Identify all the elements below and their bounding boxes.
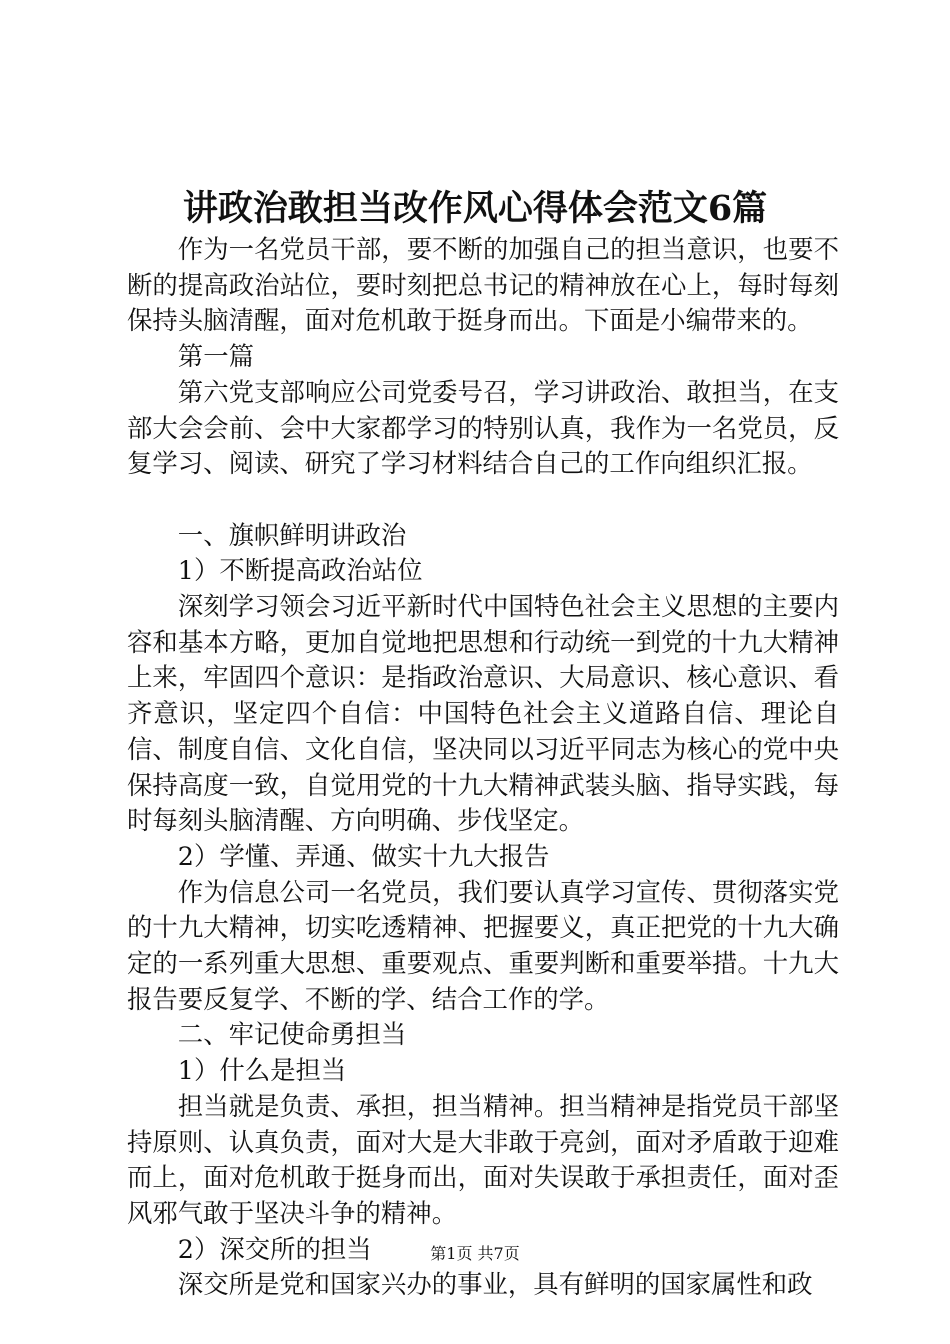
subheading-szse-responsibility: 2）深交所的担当 xyxy=(177,1233,372,1264)
section-heading-part-one: 第一篇 xyxy=(177,341,254,372)
paragraph-intro: 作为一名党员干部，要不断的加强自己的担当意识，也要不断的提高政治站位，要时刻把总书记的精神放在心上，每时每刻保持头脑清醒，面对危机敢于挺身而出。下面是小编带来的。 xyxy=(127,234,839,336)
paragraph-branch-report: 第六党支部响应公司党委号召，学习讲政治、敢担当，在支部大会会前、会中大家都学习的特别认真，我作为一名党员，反复学习、阅读、研究了学习材料结合自己的工作向组织汇报。 xyxy=(127,376,839,479)
paragraph-responsibility: 担当就是负责、承担，担当精神。担当精神是指党员干部坚持原则、认真负责，面对大是大非敢于亮剑，面对矛盾敢于迎难而上，面对危机敢于挺身而出，面对失误敢于承担责任，面对歪风邪气敢于坚决斗争的精神。 xyxy=(127,1090,839,1228)
page-number: 第1页 共7页 xyxy=(430,1244,520,1263)
paragraph-nineteenth-report: 作为信息公司一名党员，我们要认真学习宣传、贯彻落实党的十九大精神，切实吃透精神、把握要义，真正把党的十九大确定的一系列重大思想、重要观点、重要判断和重要举措。十九大报告要反复学、不断的学、结合工作的学。 xyxy=(127,876,839,1014)
subheading-nineteenth-report: 2）学懂、弄通、做实十九大报告 xyxy=(177,840,550,871)
document-title: 讲政治敢担当改作风心得体会范文6篇 xyxy=(182,188,768,229)
subheading-what-is-responsibility: 1）什么是担当 xyxy=(177,1055,347,1086)
blank-line xyxy=(127,482,839,518)
paragraph-political-standing: 深刻学习领会习近平新时代中国特色社会主义思想的主要内容和基本方略，更加自觉地把思想和行动统一到党的十九大精神上来，牢固四个意识：是指政治意识、大局意识、核心意识、看齐意识，坚定四个自信：中国特色社会主义道路自信、理论自信、制度自信、文化自信，坚决同以习近平同志为核心的党中央保持高度一致，自觉用党的十九大精神武装头脑、指导实践，每时每刻头脑清醒、方向明确、步伐坚定。 xyxy=(127,591,839,836)
heading-politics: 一、旗帜鲜明讲政治 xyxy=(177,519,407,550)
heading-mission: 二、牢记使命勇担当 xyxy=(177,1019,407,1050)
paragraph-szse: 深交所是党和国家兴办的事业，具有鲜明的国家属性和政 xyxy=(177,1269,813,1300)
subheading-political-standing: 1）不断提高政治站位 xyxy=(177,555,423,586)
document-body xyxy=(127,232,839,1303)
